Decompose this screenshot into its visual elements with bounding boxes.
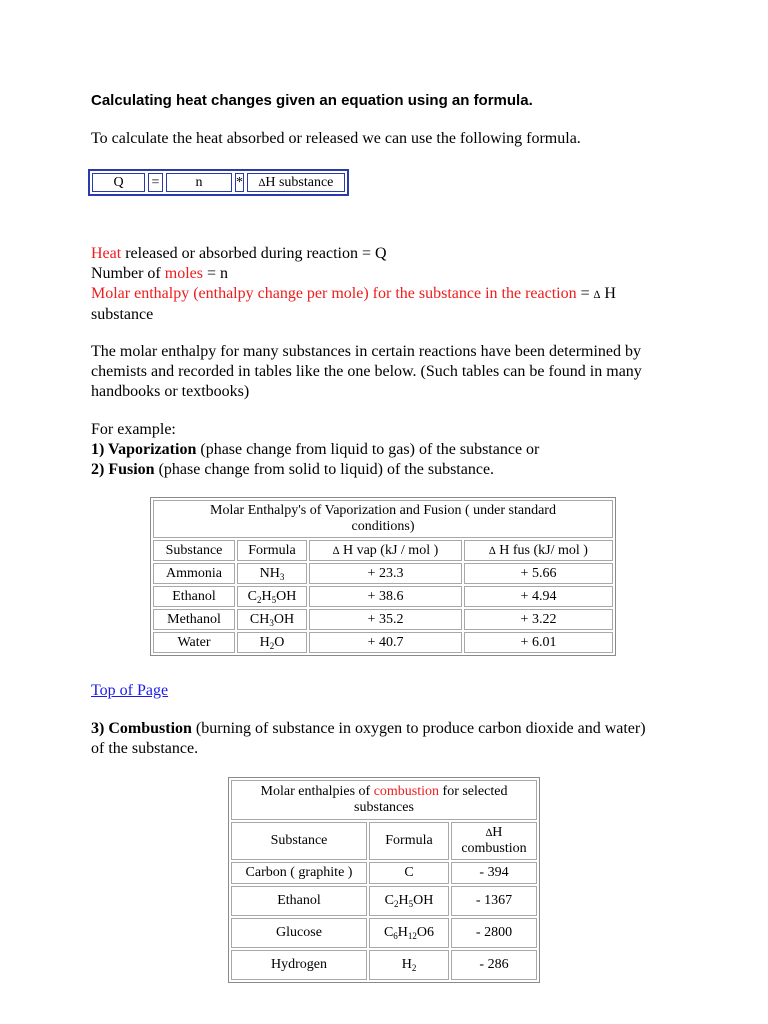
- delta-icon: ∆: [258, 177, 266, 189]
- cell-formula: $NH_3$: [237, 563, 307, 584]
- delta-icon: ∆: [485, 827, 493, 839]
- delta-icon: ∆: [332, 544, 340, 557]
- cell-formula: $C_6H_{12}O6$: [369, 918, 449, 948]
- table1-header-formula: Formula: [237, 540, 307, 561]
- cell-value: - 286: [451, 950, 537, 980]
- item1-num: 1): [91, 441, 109, 458]
- def-molar-line2: substance: [91, 306, 154, 323]
- table2-header-delta-h: ∆H combustion: [451, 822, 537, 860]
- formula-equals: =: [148, 173, 163, 192]
- cell-substance: Ammonia: [153, 563, 235, 584]
- caption-combustion-term: combustion: [373, 784, 440, 799]
- table-row: [231, 886, 537, 916]
- molar-enthalpy-paragraph: The molar enthalpy for many substances in certain reactions have been determined by chemists and recorded in tables like the one below. (Such tables can be found in many handbooks or textbooks): [91, 343, 642, 400]
- combustion-num: 3): [91, 720, 109, 737]
- cell-substance: Water: [153, 632, 235, 653]
- cell-substance: Glucose: [231, 918, 367, 948]
- cell-substance: Ethanol: [231, 886, 367, 916]
- item1-term: Vaporization: [108, 441, 197, 458]
- cell-formula: $CH_3OH$: [237, 609, 307, 630]
- table1-header-vap: [309, 540, 462, 561]
- cell-value: - 394: [451, 862, 537, 884]
- cell-value: - 2800: [451, 918, 537, 948]
- table-row: [231, 918, 537, 948]
- table-row: [153, 609, 613, 630]
- table1-caption: Molar Enthalpy's of Vaporization and Fusion ( under standard conditions): [153, 500, 613, 538]
- def-molar-eq: =: [576, 285, 594, 302]
- header-vap-label: H vap (kJ / mol ): [339, 542, 439, 558]
- combustion-text: (burning of substance in oxygen to produce carbon dioxide and water) of the substance.: [91, 720, 646, 757]
- example-item-1: [91, 440, 691, 460]
- def-molar-term: Molar enthalpy (enthalpy change per mole) for the substance in the reaction: [91, 285, 577, 302]
- cell-fus: + 3.22: [464, 609, 613, 630]
- formula-q: Q: [92, 173, 145, 192]
- table2-header-substance: Substance: [231, 822, 367, 860]
- def-molar: [91, 284, 681, 325]
- def-moles-pre: Number of: [91, 265, 165, 282]
- cell-fus: + 5.66: [464, 563, 613, 584]
- table-row: [231, 950, 537, 980]
- formula-delta-h: [247, 173, 345, 192]
- cell-formula: $H_2O$: [237, 632, 307, 653]
- formula-times: *: [236, 175, 243, 190]
- table-row: [153, 632, 613, 653]
- cell-vap: + 35.2: [309, 609, 462, 630]
- table-row: [231, 862, 537, 884]
- cell-fus: + 4.94: [464, 586, 613, 607]
- def-moles-text: = n: [202, 265, 229, 282]
- def-heat: [91, 244, 691, 264]
- example-item-2: [91, 460, 691, 480]
- cell-formula: $H_2$: [369, 950, 449, 980]
- def-heat-term: Heat: [91, 245, 122, 262]
- formula-n: n: [166, 173, 232, 192]
- table-row: [153, 563, 613, 584]
- cell-vap: + 40.7: [309, 632, 462, 653]
- cell-fus: + 6.01: [464, 632, 613, 653]
- table-row: [153, 586, 613, 607]
- header-fus-label: H fus (kJ/ mol ): [495, 542, 588, 558]
- page-heading: Calculating heat changes given an equation using an formula.: [91, 92, 533, 109]
- item2-num: 2): [91, 461, 109, 478]
- vaporization-fusion-table: [150, 497, 616, 656]
- cell-value: - 1367: [451, 886, 537, 916]
- cell-substance: Carbon ( graphite ): [231, 862, 367, 884]
- delta-icon: ∆: [593, 289, 601, 301]
- table2-caption: Molar enthalpies of combustion for selected substances: [231, 780, 537, 820]
- cell-formula: C: [369, 862, 449, 884]
- table2-header-formula: Formula: [369, 822, 449, 860]
- example-intro: For example:: [91, 421, 176, 438]
- def-heat-text: released or absorbed during reaction = Q: [121, 245, 387, 262]
- def-moles-term: moles: [164, 265, 203, 282]
- cell-substance: Ethanol: [153, 586, 235, 607]
- delta-icon: ∆: [489, 544, 496, 557]
- table1-header-substance: Substance: [153, 540, 235, 561]
- cell-substance: Hydrogen: [231, 950, 367, 980]
- intro-text: To calculate the heat absorbed or released we can use the following formula.: [91, 130, 581, 147]
- cell-formula: $C_2H_5OH$: [237, 586, 307, 607]
- combustion-paragraph: [91, 719, 661, 759]
- formula-box: [88, 169, 349, 196]
- combustion-table: [228, 777, 540, 983]
- cell-vap: + 23.3: [309, 563, 462, 584]
- top-of-page-link[interactable]: Top of Page: [91, 682, 169, 699]
- item1-text: (phase change from liquid to gas) of the substance or: [196, 441, 540, 458]
- cell-substance: Methanol: [153, 609, 235, 630]
- combustion-term: Combustion: [108, 720, 192, 737]
- item2-text: (phase change from solid to liquid) of the substance.: [154, 461, 495, 478]
- def-molar-h: H: [600, 285, 616, 302]
- example-list: [91, 420, 691, 480]
- item2-term: Fusion: [108, 461, 155, 478]
- cell-vap: + 38.6: [309, 586, 462, 607]
- formula-dh-label: H substance: [265, 175, 334, 190]
- cell-formula: $C_2H_5OH$: [369, 886, 449, 916]
- table1-header-fus: [464, 540, 613, 561]
- def-moles: [91, 264, 691, 284]
- definitions: [91, 244, 691, 325]
